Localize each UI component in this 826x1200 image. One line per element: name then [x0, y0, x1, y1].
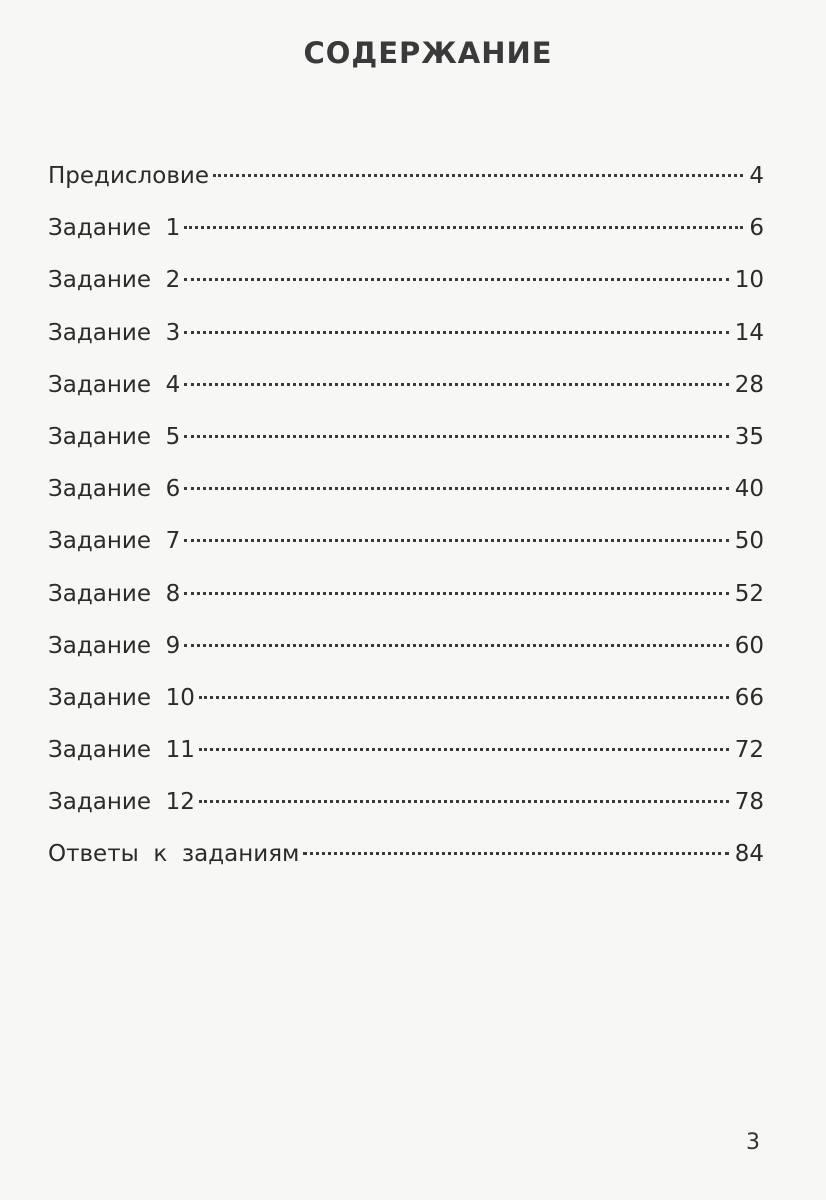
toc-entry-task-6	[48, 463, 764, 515]
toc-entry-page: 72	[734, 737, 764, 764]
dot-leader	[184, 226, 743, 229]
dot-leader	[184, 539, 728, 542]
toc-entry-task-3	[48, 307, 764, 359]
dot-leader	[199, 696, 729, 699]
toc-entry-page: 60	[734, 632, 764, 659]
toc-entry-page: 28	[734, 371, 764, 398]
toc-entry-page: 6	[749, 215, 764, 242]
toc-entry-label: Задание 7	[48, 528, 181, 555]
toc-entry-page: 4	[749, 163, 764, 189]
toc-entry-label: Предисловие	[48, 163, 209, 189]
page-number: 3	[746, 1130, 760, 1155]
toc-entry-task-7	[48, 515, 764, 567]
toc-entry-label: Задание 9	[48, 632, 181, 659]
dot-leader	[184, 278, 728, 281]
toc-entry-label: Задание 2	[48, 267, 181, 294]
toc-entry-task-4	[48, 359, 764, 411]
toc-entry-label: Задание 8	[48, 580, 181, 607]
toc-entry-label: Задание 6	[48, 476, 181, 503]
toc-entry-page: 78	[734, 789, 764, 816]
toc-entry-label: Задание 3	[48, 319, 181, 346]
toc-entry-label: Задание 5	[48, 423, 181, 450]
toc-entry-label: Ответы к заданиям	[48, 841, 300, 868]
toc-entry-answers	[48, 828, 764, 880]
toc-entry-page: 52	[734, 580, 764, 607]
toc-entry-task-12	[48, 776, 764, 828]
toc-entry-page: 50	[734, 528, 764, 555]
toc-entry-page: 84	[734, 841, 764, 868]
dot-leader	[303, 852, 728, 855]
toc-entry-task-8	[48, 568, 764, 620]
toc-entry-label: Задание 4	[48, 371, 181, 398]
toc-entry-task-5	[48, 411, 764, 463]
dot-leader	[184, 383, 728, 386]
dot-leader	[184, 331, 728, 334]
dot-leader	[184, 592, 728, 595]
toc-entry-preface	[48, 150, 764, 202]
toc-entry-page: 10	[734, 267, 764, 294]
toc-entry-page: 14	[734, 319, 764, 346]
toc-entry-page: 40	[734, 476, 764, 503]
toc-entry-task-2	[48, 254, 764, 306]
dot-leader	[199, 748, 729, 751]
dot-leader	[184, 644, 728, 647]
toc-entry-task-10	[48, 672, 764, 724]
dot-leader	[184, 487, 728, 490]
dot-leader	[213, 174, 743, 177]
page-title: СОДЕРЖАНИЕ	[303, 36, 553, 70]
toc-entry-page: 35	[734, 423, 764, 450]
toc-entry-task-9	[48, 620, 764, 672]
dot-leader	[199, 800, 729, 803]
toc-entry-task-1	[48, 202, 764, 254]
toc-entry-label: Задание 11	[48, 737, 195, 764]
toc-entry-page: 66	[734, 684, 764, 711]
toc-entry-label: Задание 1	[48, 215, 181, 242]
toc-entry-label: Задание 10	[48, 684, 195, 711]
toc-entry-task-11	[48, 724, 764, 776]
table-of-contents	[48, 150, 764, 881]
dot-leader	[184, 435, 728, 438]
toc-entry-label: Задание 12	[48, 789, 195, 816]
